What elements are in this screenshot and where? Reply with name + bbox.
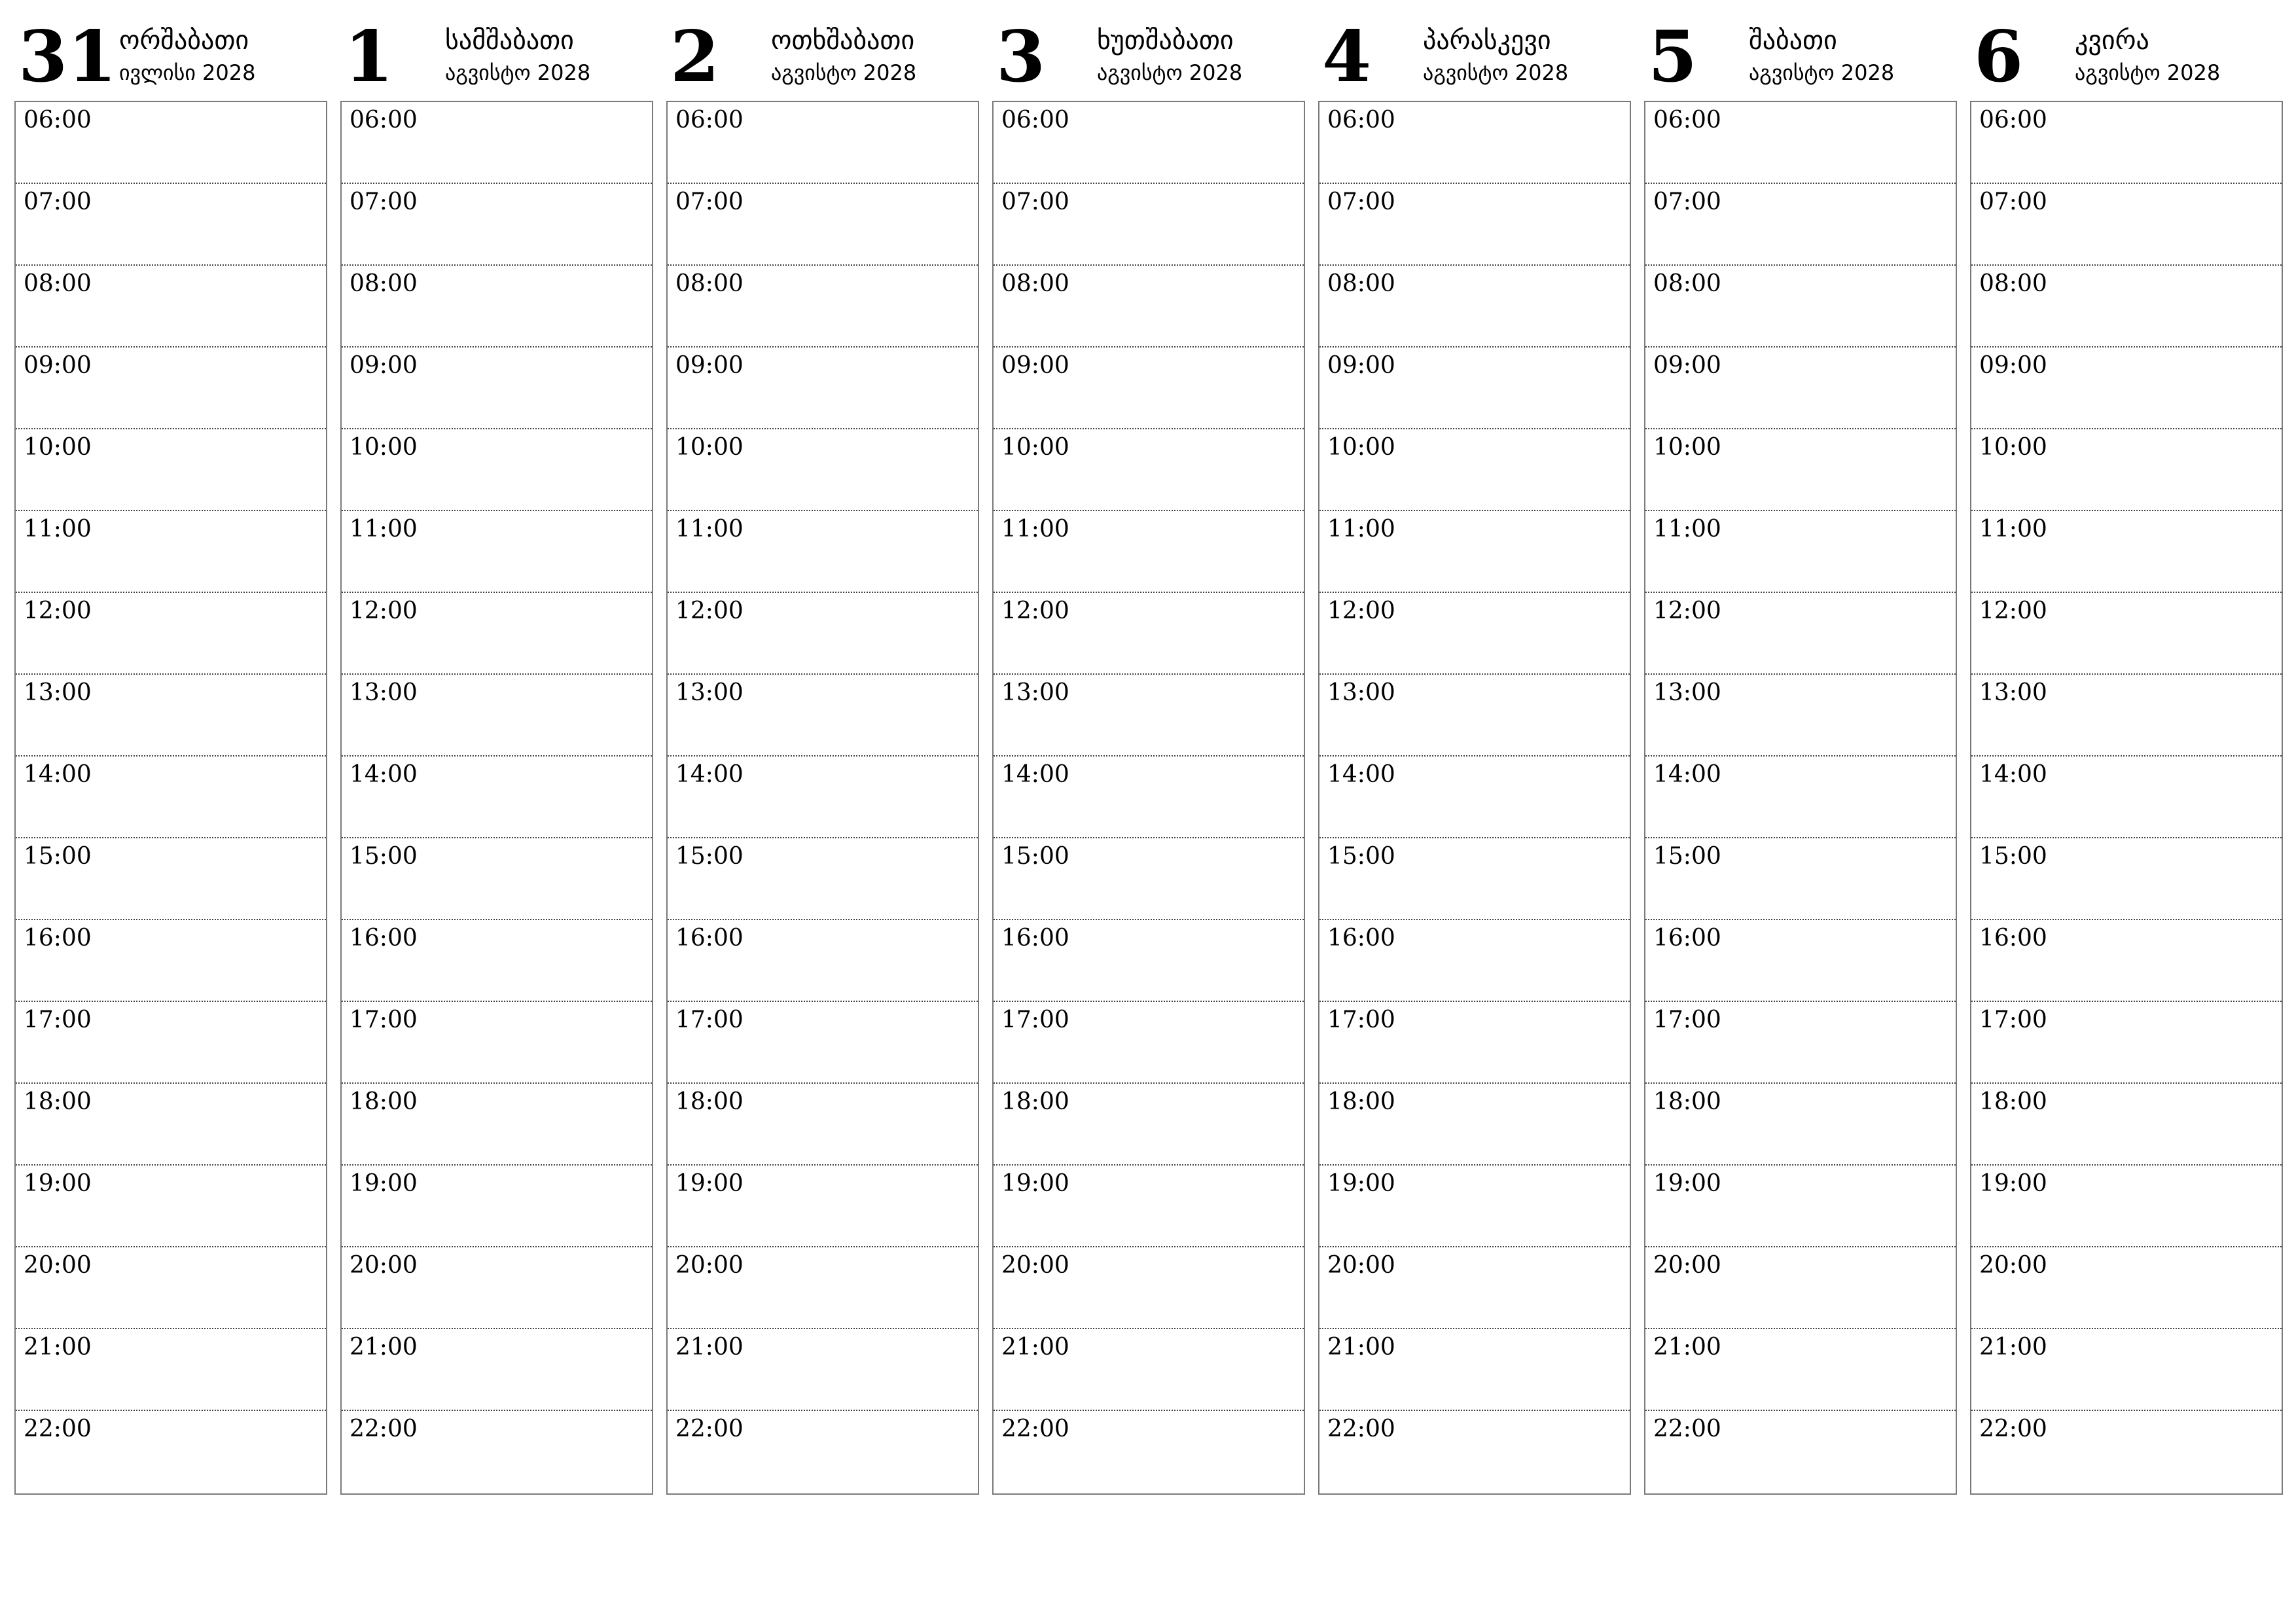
hour-slot[interactable] xyxy=(994,593,1304,675)
hour-slot[interactable] xyxy=(16,593,326,675)
hour-slot[interactable] xyxy=(1971,1002,2282,1084)
hour-slot[interactable] xyxy=(342,675,652,757)
hour-slot[interactable] xyxy=(1645,429,1956,511)
hour-slot[interactable] xyxy=(342,757,652,838)
hour-slot[interactable] xyxy=(16,838,326,920)
hour-label: 21:00 xyxy=(1001,1334,1069,1361)
hour-label: 19:00 xyxy=(675,1170,744,1197)
hour-slot[interactable] xyxy=(16,920,326,1002)
hour-slot[interactable] xyxy=(1971,675,2282,757)
hour-label: 12:00 xyxy=(1327,597,1395,624)
day-schedule-box xyxy=(1318,101,1631,1495)
hour-slot[interactable] xyxy=(1645,593,1956,675)
hour-label: 12:00 xyxy=(1979,597,2047,624)
hour-label: 18:00 xyxy=(1327,1088,1395,1115)
hour-slot[interactable] xyxy=(1319,593,1630,675)
hour-label: 19:00 xyxy=(24,1170,92,1197)
hour-label: 14:00 xyxy=(350,761,418,788)
hour-label: 14:00 xyxy=(1979,761,2047,788)
hour-label: 15:00 xyxy=(1327,843,1395,870)
hour-slot[interactable] xyxy=(994,429,1304,511)
hour-slot[interactable] xyxy=(1319,675,1630,757)
hour-slot[interactable] xyxy=(16,675,326,757)
hour-slot[interactable] xyxy=(994,348,1304,429)
hour-label: 10:00 xyxy=(1653,434,1721,461)
weekly-planner xyxy=(14,0,2292,1505)
hour-slot[interactable] xyxy=(1971,102,2282,184)
hour-slot[interactable] xyxy=(668,920,978,1002)
hour-slot[interactable] xyxy=(342,511,652,593)
hour-label: 07:00 xyxy=(1653,188,1721,215)
hour-label: 11:00 xyxy=(1653,516,1721,543)
hour-label: 11:00 xyxy=(24,516,92,543)
hour-slot[interactable] xyxy=(1971,184,2282,266)
hour-label: 13:00 xyxy=(24,679,92,706)
hour-label: 11:00 xyxy=(1001,516,1069,543)
hour-slot[interactable] xyxy=(1971,348,2282,429)
day-schedule-box xyxy=(14,101,327,1495)
hour-label: 21:00 xyxy=(350,1334,418,1361)
hour-label: 15:00 xyxy=(1001,843,1069,870)
hour-label: 06:00 xyxy=(1001,107,1069,134)
hour-slot[interactable] xyxy=(1319,1002,1630,1084)
hour-slot[interactable] xyxy=(1319,1329,1630,1411)
hour-label: 17:00 xyxy=(675,1007,744,1033)
hour-label: 16:00 xyxy=(675,925,744,952)
hour-slot[interactable] xyxy=(1645,675,1956,757)
hour-slot[interactable] xyxy=(1971,920,2282,1002)
hour-label: 08:00 xyxy=(1327,270,1395,297)
hour-label: 09:00 xyxy=(1653,352,1721,379)
hour-label: 16:00 xyxy=(1327,925,1395,952)
hour-label: 06:00 xyxy=(24,107,92,134)
hour-slot[interactable] xyxy=(994,838,1304,920)
hour-label: 06:00 xyxy=(1979,107,2047,134)
hour-slot[interactable] xyxy=(16,757,326,838)
hour-slot[interactable] xyxy=(1971,1084,2282,1166)
hour-slot[interactable] xyxy=(994,757,1304,838)
weekday-name: ორშაბათი xyxy=(119,26,249,56)
hour-label: 19:00 xyxy=(350,1170,418,1197)
hour-slot[interactable] xyxy=(1319,348,1630,429)
hour-label: 21:00 xyxy=(1327,1334,1395,1361)
hour-slot[interactable] xyxy=(1645,1329,1956,1411)
weekday-name: შაბათი xyxy=(1749,26,1837,56)
hour-label: 07:00 xyxy=(1979,188,2047,215)
day-column xyxy=(340,0,653,1505)
hour-label: 08:00 xyxy=(1001,270,1069,297)
day-number: 6 xyxy=(1974,16,2024,98)
hour-slot[interactable] xyxy=(342,102,652,184)
hour-label: 19:00 xyxy=(1979,1170,2047,1197)
hour-label: 18:00 xyxy=(24,1088,92,1115)
hour-label: 20:00 xyxy=(24,1252,92,1279)
hour-slot[interactable] xyxy=(1319,184,1630,266)
hour-label: 22:00 xyxy=(675,1416,744,1442)
hour-label: 17:00 xyxy=(1327,1007,1395,1033)
hour-slot[interactable] xyxy=(1319,1166,1630,1247)
day-column xyxy=(1970,0,2283,1505)
hour-slot[interactable] xyxy=(994,184,1304,266)
day-column xyxy=(1318,0,1631,1505)
hour-slot[interactable] xyxy=(994,1247,1304,1329)
hour-label: 13:00 xyxy=(675,679,744,706)
month-year: აგვისტო 2028 xyxy=(1097,60,1243,85)
weekday-name: კვირა xyxy=(2075,26,2149,56)
hour-slot[interactable] xyxy=(16,1002,326,1084)
hour-label: 09:00 xyxy=(1979,352,2047,379)
hour-slot[interactable] xyxy=(1645,1411,1956,1493)
hour-label: 13:00 xyxy=(350,679,418,706)
hour-label: 12:00 xyxy=(1001,597,1069,624)
hour-slot[interactable] xyxy=(1971,757,2282,838)
hour-slot[interactable] xyxy=(1319,511,1630,593)
hour-slot[interactable] xyxy=(342,838,652,920)
hour-label: 11:00 xyxy=(675,516,744,543)
hour-slot[interactable] xyxy=(16,348,326,429)
hour-label: 09:00 xyxy=(350,352,418,379)
day-header xyxy=(1644,0,1957,98)
hour-slot[interactable] xyxy=(994,266,1304,348)
month-year: აგვისტო 2028 xyxy=(2075,60,2221,85)
hour-slot[interactable] xyxy=(1971,1329,2282,1411)
hour-slot[interactable] xyxy=(1645,348,1956,429)
hour-label: 21:00 xyxy=(24,1334,92,1361)
hour-label: 16:00 xyxy=(24,925,92,952)
hour-label: 14:00 xyxy=(1001,761,1069,788)
hour-label: 22:00 xyxy=(350,1416,418,1442)
hour-slot[interactable] xyxy=(1645,838,1956,920)
day-number: 2 xyxy=(670,16,720,98)
hour-label: 15:00 xyxy=(1653,843,1721,870)
hour-slot[interactable] xyxy=(1645,184,1956,266)
hour-slot[interactable] xyxy=(668,757,978,838)
hour-slot[interactable] xyxy=(342,1411,652,1493)
hour-label: 15:00 xyxy=(1979,843,2047,870)
hour-label: 07:00 xyxy=(350,188,418,215)
day-number: 4 xyxy=(1322,16,1372,98)
hour-slot[interactable] xyxy=(1319,920,1630,1002)
day-schedule-box xyxy=(992,101,1305,1495)
hour-label: 10:00 xyxy=(675,434,744,461)
hour-slot[interactable] xyxy=(16,1247,326,1329)
hour-slot[interactable] xyxy=(668,1411,978,1493)
hour-slot[interactable] xyxy=(16,1166,326,1247)
hour-label: 22:00 xyxy=(1653,1416,1721,1442)
hour-label: 13:00 xyxy=(1327,679,1395,706)
hour-slot[interactable] xyxy=(342,1247,652,1329)
day-number: 5 xyxy=(1648,16,1698,98)
hour-label: 09:00 xyxy=(1001,352,1069,379)
hour-label: 19:00 xyxy=(1327,1170,1395,1197)
day-schedule-box xyxy=(1644,101,1957,1495)
hour-label: 18:00 xyxy=(1001,1088,1069,1115)
day-schedule-box xyxy=(666,101,979,1495)
hour-slot[interactable] xyxy=(342,429,652,511)
hour-label: 20:00 xyxy=(1001,1252,1069,1279)
hour-label: 06:00 xyxy=(350,107,418,134)
hour-slot[interactable] xyxy=(1645,1166,1956,1247)
hour-slot[interactable] xyxy=(668,1002,978,1084)
hour-slot[interactable] xyxy=(668,1084,978,1166)
hour-label: 08:00 xyxy=(24,270,92,297)
hour-slot[interactable] xyxy=(342,1002,652,1084)
hour-slot[interactable] xyxy=(994,1166,1304,1247)
hour-label: 09:00 xyxy=(675,352,744,379)
hour-slot[interactable] xyxy=(1971,511,2282,593)
hour-slot[interactable] xyxy=(342,266,652,348)
hour-label: 11:00 xyxy=(350,516,418,543)
hour-slot[interactable] xyxy=(1645,266,1956,348)
month-year: აგვისტო 2028 xyxy=(771,60,917,85)
hour-label: 16:00 xyxy=(1653,925,1721,952)
hour-slot[interactable] xyxy=(1319,102,1630,184)
hour-slot[interactable] xyxy=(668,675,978,757)
weekday-name: ოთხშაბათი xyxy=(771,26,915,56)
hour-label: 14:00 xyxy=(675,761,744,788)
hour-label: 08:00 xyxy=(675,270,744,297)
hour-slot[interactable] xyxy=(1319,1247,1630,1329)
hour-label: 22:00 xyxy=(1001,1416,1069,1442)
day-number: 3 xyxy=(996,16,1046,98)
hour-label: 17:00 xyxy=(1979,1007,2047,1033)
hour-label: 17:00 xyxy=(1653,1007,1721,1033)
hour-label: 10:00 xyxy=(350,434,418,461)
hour-label: 11:00 xyxy=(1979,516,2047,543)
day-header xyxy=(14,0,327,98)
hour-slot[interactable] xyxy=(1971,266,2282,348)
hour-label: 18:00 xyxy=(1979,1088,2047,1115)
hour-label: 17:00 xyxy=(24,1007,92,1033)
hour-label: 14:00 xyxy=(1653,761,1721,788)
hour-slot[interactable] xyxy=(1319,838,1630,920)
hour-slot[interactable] xyxy=(668,1247,978,1329)
hour-label: 20:00 xyxy=(1979,1252,2047,1279)
hour-label: 18:00 xyxy=(675,1088,744,1115)
hour-label: 20:00 xyxy=(675,1252,744,1279)
hour-label: 07:00 xyxy=(675,188,744,215)
hour-slot[interactable] xyxy=(342,1166,652,1247)
month-year: აგვისტო 2028 xyxy=(1423,60,1569,85)
hour-label: 10:00 xyxy=(1979,434,2047,461)
hour-slot[interactable] xyxy=(668,102,978,184)
hour-slot[interactable] xyxy=(1645,102,1956,184)
day-header xyxy=(340,0,653,98)
hour-label: 22:00 xyxy=(1327,1416,1395,1442)
day-header xyxy=(992,0,1305,98)
hour-slot[interactable] xyxy=(994,511,1304,593)
hour-slot[interactable] xyxy=(994,1411,1304,1493)
hour-label: 10:00 xyxy=(1001,434,1069,461)
hour-slot[interactable] xyxy=(342,184,652,266)
hour-label: 14:00 xyxy=(1327,761,1395,788)
hour-slot[interactable] xyxy=(16,429,326,511)
hour-slot[interactable] xyxy=(16,1411,326,1493)
hour-label: 21:00 xyxy=(675,1334,744,1361)
hour-label: 12:00 xyxy=(350,597,418,624)
weekday-name: ხუთშაბათი xyxy=(1097,26,1234,56)
hour-slot[interactable] xyxy=(1645,920,1956,1002)
hour-slot[interactable] xyxy=(16,1329,326,1411)
hour-label: 07:00 xyxy=(24,188,92,215)
hour-slot[interactable] xyxy=(994,1329,1304,1411)
hour-slot[interactable] xyxy=(1319,757,1630,838)
hour-label: 21:00 xyxy=(1653,1334,1721,1361)
hour-slot[interactable] xyxy=(1645,511,1956,593)
hour-slot[interactable] xyxy=(1319,429,1630,511)
hour-label: 16:00 xyxy=(350,925,418,952)
hour-slot[interactable] xyxy=(668,348,978,429)
hour-slot[interactable] xyxy=(1971,1247,2282,1329)
hour-label: 15:00 xyxy=(350,843,418,870)
hour-slot[interactable] xyxy=(994,920,1304,1002)
hour-slot[interactable] xyxy=(342,1329,652,1411)
hour-label: 08:00 xyxy=(1979,270,2047,297)
hour-label: 17:00 xyxy=(1001,1007,1069,1033)
hour-slot[interactable] xyxy=(342,348,652,429)
hour-label: 19:00 xyxy=(1001,1170,1069,1197)
month-year: ივლისი 2028 xyxy=(119,60,256,85)
hour-label: 07:00 xyxy=(1327,188,1395,215)
month-year: აგვისტო 2028 xyxy=(1749,60,1895,85)
hour-slot[interactable] xyxy=(1645,1247,1956,1329)
hour-label: 14:00 xyxy=(24,761,92,788)
hour-slot[interactable] xyxy=(16,1084,326,1166)
hour-label: 08:00 xyxy=(1653,270,1721,297)
hour-slot[interactable] xyxy=(668,1329,978,1411)
day-column xyxy=(992,0,1305,1505)
hour-slot[interactable] xyxy=(668,429,978,511)
hour-slot[interactable] xyxy=(668,838,978,920)
hour-label: 15:00 xyxy=(675,843,744,870)
hour-label: 19:00 xyxy=(1653,1170,1721,1197)
hour-slot[interactable] xyxy=(16,511,326,593)
hour-slot[interactable] xyxy=(668,511,978,593)
hour-label: 09:00 xyxy=(1327,352,1395,379)
hour-label: 10:00 xyxy=(24,434,92,461)
hour-label: 17:00 xyxy=(350,1007,418,1033)
hour-label: 20:00 xyxy=(350,1252,418,1279)
weekday-name: სამშაბათი xyxy=(445,26,574,56)
hour-label: 13:00 xyxy=(1653,679,1721,706)
hour-slot[interactable] xyxy=(668,1166,978,1247)
hour-slot[interactable] xyxy=(994,675,1304,757)
hour-label: 06:00 xyxy=(1653,107,1721,134)
hour-slot[interactable] xyxy=(994,1084,1304,1166)
day-header xyxy=(1318,0,1631,98)
hour-label: 15:00 xyxy=(24,843,92,870)
hour-slot[interactable] xyxy=(342,920,652,1002)
hour-label: 20:00 xyxy=(1327,1252,1395,1279)
hour-label: 07:00 xyxy=(1001,188,1069,215)
hour-label: 18:00 xyxy=(1653,1088,1721,1115)
hour-label: 11:00 xyxy=(1327,516,1395,543)
hour-slot[interactable] xyxy=(1971,838,2282,920)
hour-slot[interactable] xyxy=(1319,266,1630,348)
hour-label: 16:00 xyxy=(1001,925,1069,952)
hour-slot[interactable] xyxy=(1971,1411,2282,1493)
day-header xyxy=(666,0,979,98)
hour-label: 16:00 xyxy=(1979,925,2047,952)
hour-label: 13:00 xyxy=(1979,679,2047,706)
hour-label: 06:00 xyxy=(1327,107,1395,134)
hour-slot[interactable] xyxy=(1971,1166,2282,1247)
hour-slot[interactable] xyxy=(994,1002,1304,1084)
hour-label: 10:00 xyxy=(1327,434,1395,461)
hour-label: 20:00 xyxy=(1653,1252,1721,1279)
hour-slot[interactable] xyxy=(668,266,978,348)
hour-slot[interactable] xyxy=(994,102,1304,184)
day-number: 31 xyxy=(18,16,117,98)
hour-slot[interactable] xyxy=(1645,1084,1956,1166)
hour-label: 12:00 xyxy=(24,597,92,624)
day-schedule-box xyxy=(1970,101,2283,1495)
hour-slot[interactable] xyxy=(16,184,326,266)
hour-label: 13:00 xyxy=(1001,679,1069,706)
hour-slot[interactable] xyxy=(342,593,652,675)
hour-label: 18:00 xyxy=(350,1088,418,1115)
hour-slot[interactable] xyxy=(1971,593,2282,675)
hour-slot[interactable] xyxy=(1645,1002,1956,1084)
hour-label: 22:00 xyxy=(24,1416,92,1442)
hour-label: 08:00 xyxy=(350,270,418,297)
hour-slot[interactable] xyxy=(16,266,326,348)
hour-slot[interactable] xyxy=(16,102,326,184)
day-column xyxy=(666,0,979,1505)
weekday-name: პარასკევი xyxy=(1423,26,1551,56)
hour-slot[interactable] xyxy=(1645,757,1956,838)
day-column xyxy=(1644,0,1957,1505)
hour-slot[interactable] xyxy=(1971,429,2282,511)
month-year: აგვისტო 2028 xyxy=(445,60,591,85)
hour-slot[interactable] xyxy=(668,184,978,266)
day-column xyxy=(14,0,327,1505)
day-header xyxy=(1970,0,2283,98)
hour-label: 21:00 xyxy=(1979,1334,2047,1361)
hour-label: 22:00 xyxy=(1979,1416,2047,1442)
hour-slot[interactable] xyxy=(342,1084,652,1166)
hour-label: 12:00 xyxy=(1653,597,1721,624)
day-schedule-box xyxy=(340,101,653,1495)
hour-label: 06:00 xyxy=(675,107,744,134)
hour-label: 09:00 xyxy=(24,352,92,379)
hour-slot[interactable] xyxy=(1319,1084,1630,1166)
day-number: 1 xyxy=(344,16,394,98)
hour-slot[interactable] xyxy=(668,593,978,675)
hour-label: 12:00 xyxy=(675,597,744,624)
hour-slot[interactable] xyxy=(1319,1411,1630,1493)
